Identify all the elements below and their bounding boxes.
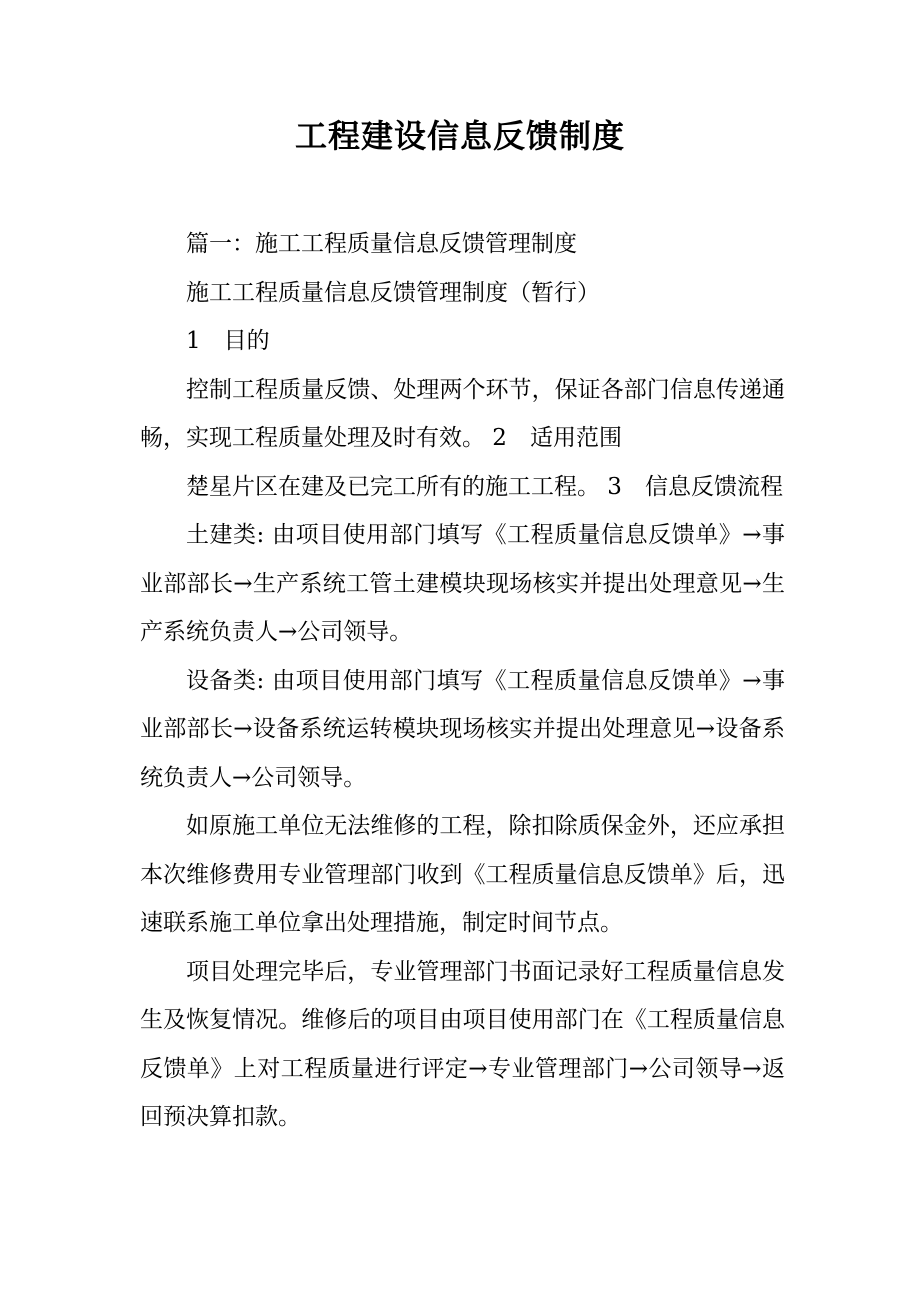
- paragraph-scope: 楚星片区在建及已完工所有的施工工程。 3 信息反馈流程: [186, 473, 783, 500]
- part-heading: 篇一：施工工程质量信息反馈管理制度: [186, 231, 577, 257]
- paragraph-completion: 项目处理完毕后，专业管理部门书面记录好工程质量信息发生及恢复情况。维修后的项目由项目使用部门在《工程质量信息反馈单》上对工程质量进行评定→专业管理部门→公司领导→返回预决算扣款。: [140, 958, 785, 1130]
- paragraph-purpose: 控制工程质量反馈、处理两个环节，保证各部门信息传递通畅，实现工程质量处理及时有效。 2 适用范围: [140, 376, 785, 451]
- paragraph-civil-works: 土建类: 由项目使用部门填写《工程质量信息反馈单》→事业部部长→生产系统工管土建模块现场核实并提出处理意见→生产系统负责人→公司领导。: [140, 522, 785, 645]
- document-body: [140, 220, 785, 1142]
- sub-heading: 施工工程质量信息反馈管理制度（暂行）: [186, 279, 600, 306]
- paragraph-equipment: 设备类: 由项目使用部门填写《工程质量信息反馈单》→事业部部长→设备系统运转模块现场核实并提出处理意见→设备系统负责人→公司领导。: [140, 667, 785, 791]
- section-heading-purpose: 1 目的: [186, 328, 270, 354]
- paragraph-repair-cost: 如原施工单位无法维修的工程，除扣除质保金外，还应承担本次维修费用专业管理部门收到《工程质量信息反馈单》后，迅速联系施工单位拿出处理措施，制定时间节点。: [140, 813, 785, 936]
- document-title: 工程建设信息反馈制度: [294, 117, 625, 155]
